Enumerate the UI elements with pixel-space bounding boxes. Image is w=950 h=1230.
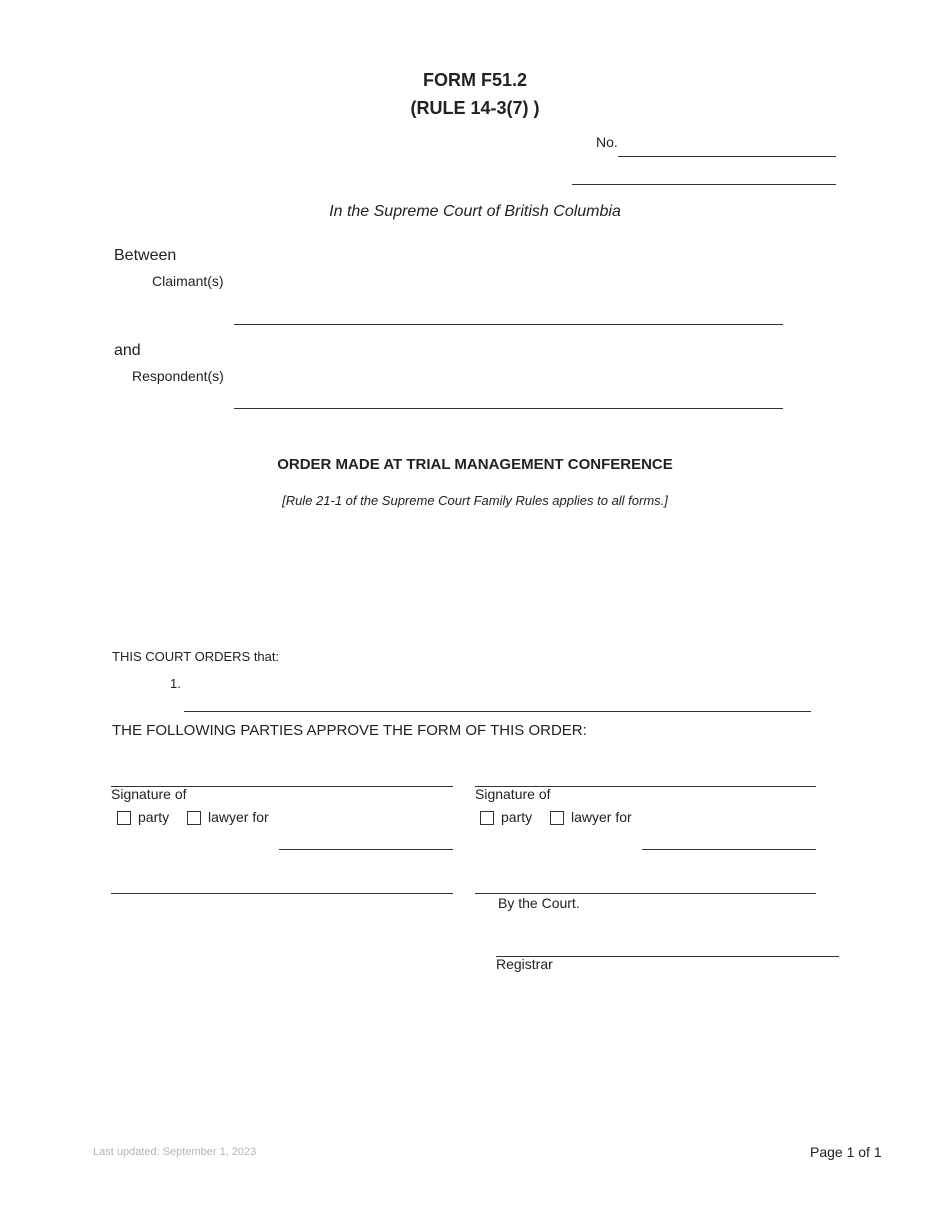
left-signature-label: Signature of	[111, 786, 187, 802]
registrar-label: Registrar	[496, 956, 553, 972]
left-lawyer-label: lawyer for	[208, 809, 269, 825]
last-updated: Last updated: September 1, 2023	[93, 1146, 257, 1158]
court-name: In the Supreme Court of British Columbia	[329, 203, 621, 220]
left-party-label: party	[138, 809, 170, 825]
rule-reference: (RULE 14-3(7) )	[410, 98, 540, 118]
rules-note: [Rule 21-1 of the Supreme Court Family Rules applies to all forms.]	[282, 493, 668, 508]
orders-intro: THIS COURT ORDERS that:	[112, 649, 280, 664]
page-number: Page 1 of 1	[810, 1144, 882, 1160]
right-party-label: party	[501, 809, 533, 825]
by-the-court: By the Court.	[498, 895, 580, 911]
left-party-name-line[interactable]	[279, 849, 453, 850]
respondent-name-line[interactable]	[234, 408, 783, 409]
right-lawyer-label: lawyer for	[571, 809, 632, 825]
left-name-line[interactable]	[111, 893, 453, 894]
order-heading: ORDER MADE AT TRIAL MANAGEMENT CONFERENCE	[277, 456, 673, 473]
claimant-label: Claimant(s)	[152, 273, 224, 289]
order-item-line[interactable]	[184, 711, 811, 712]
and-label: and	[114, 342, 141, 359]
left-lawyer-checkbox[interactable]	[187, 811, 201, 825]
right-party-name-line[interactable]	[642, 849, 816, 850]
form-title: FORM F51.2	[422, 70, 528, 90]
right-signature-label: Signature of	[475, 786, 551, 802]
right-lawyer-checkbox[interactable]	[550, 811, 564, 825]
registry-line[interactable]	[572, 184, 836, 185]
file-number-line[interactable]	[618, 156, 836, 157]
respondent-label: Respondent(s)	[132, 368, 224, 384]
right-party-checkbox[interactable]	[480, 811, 494, 825]
order-item-number: 1.	[170, 676, 181, 691]
file-number-label: No.	[596, 134, 618, 150]
left-party-checkbox[interactable]	[117, 811, 131, 825]
between-label: Between	[114, 247, 177, 264]
approval-heading: THE FOLLOWING PARTIES APPROVE THE FORM OF THIS ORDER:	[112, 722, 587, 739]
right-name-line[interactable]	[475, 893, 816, 894]
claimant-name-line[interactable]	[234, 324, 783, 325]
